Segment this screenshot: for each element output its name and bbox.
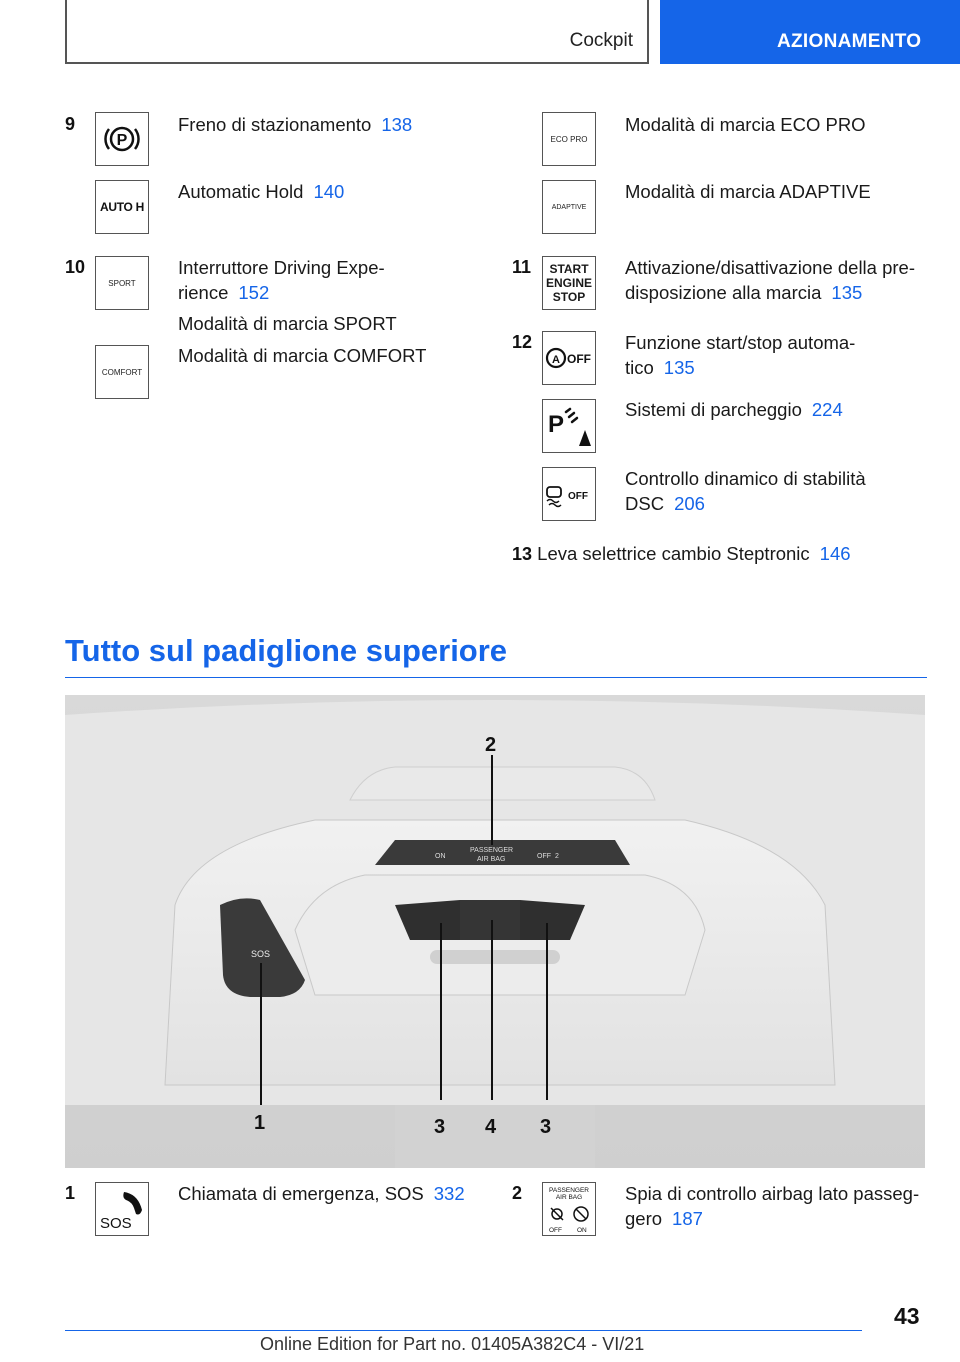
footer-edition: Online Edition for Part no. 01405A382C4 - VI/21 [260, 1334, 645, 1354]
emergency-call-entry [178, 1181, 465, 1206]
svg-text:PASSENGER: PASSENGER [549, 1187, 589, 1194]
svg-text:1: 1 [254, 1112, 266, 1134]
header-chapter-tab [660, 0, 960, 64]
airbag-warning-page-link[interactable]: 187 [672, 1208, 703, 1229]
svg-text:A: A [552, 354, 560, 366]
eco-pro-icon: ECO PRO [542, 112, 596, 166]
svg-text:PASSENGER: PASSENGER [470, 847, 514, 854]
dsc-off-icon [542, 467, 596, 521]
item-number-10: 10 [65, 257, 86, 277]
svg-text:P: P [548, 411, 565, 438]
steptronic-label: Leva selettrice cambio Steptronic [537, 543, 810, 564]
parking-brake-label: Freno di stazionamento [178, 114, 372, 135]
comfort-mode-label: Modalità di marcia COMFORT [178, 345, 427, 366]
svg-text:4: 4 [485, 1116, 497, 1138]
emergency-call-page-link[interactable]: 332 [433, 1183, 465, 1204]
dsc-entry: Controllo dinamico di stabilità DSC 206 [625, 468, 866, 514]
parking-sensor-icon [542, 399, 596, 453]
item-number-13: 13 [512, 544, 533, 564]
page-number: 43 [894, 1303, 920, 1329]
svg-text:OFF: OFF [568, 491, 588, 502]
auto-hold-icon: AUTO H [95, 180, 149, 234]
passenger-airbag-icon [542, 1182, 596, 1236]
section-title: Tutto sul padiglione superiore [65, 633, 508, 668]
svg-text:AIR BAG: AIR BAG [555, 1194, 583, 1201]
overhead-console-photo [65, 695, 925, 1168]
start-stop-engine-icon: START ENGINE STOP [542, 256, 596, 310]
comfort-mode-icon: COMFORT [95, 345, 149, 399]
item-number-9: 9 [65, 114, 76, 134]
parking-systems-label: Sistemi di parcheggio [625, 399, 802, 420]
sport-mode-label: Modalità di marcia SPORT [178, 313, 397, 334]
parking-brake-icon [95, 112, 149, 166]
parking-brake-page-link[interactable]: 138 [381, 114, 413, 135]
auto-hold-entry [178, 179, 344, 204]
sos-call-icon [95, 1182, 149, 1236]
emergency-call-label: Chiamata di emergenza, SOS [178, 1183, 424, 1204]
adaptive-mode-label: Modalità di marcia ADAPTIVE [625, 181, 871, 202]
section-title-rule [65, 677, 927, 678]
parking-systems-entry [625, 397, 843, 422]
svg-text:ON: ON [577, 1227, 587, 1234]
airbag-warning-entry: Spia di controllo airbag lato passeg‐ gero 187 [625, 1183, 920, 1229]
auto-start-stop-entry: Funzione start/stop automa‐ tico 135 [625, 332, 856, 378]
dsc-page-link[interactable]: 206 [674, 493, 705, 514]
svg-text:OFF: OFF [549, 1227, 562, 1234]
sport-mode-icon: SPORT [95, 256, 149, 310]
svg-text:2: 2 [485, 734, 497, 756]
start-engine-entry: Attivazione/disattivazione della pre‐ disposizione alla marcia 135 [625, 257, 915, 303]
svg-text:SOS: SOS [251, 949, 271, 959]
svg-text:SOS: SOS [100, 1215, 132, 1232]
adaptive-icon: ADAPTIVE [542, 180, 596, 234]
header-chapter-label: AZIONAMENTO [777, 31, 922, 52]
auto-hold-label: Automatic Hold [178, 181, 304, 202]
steptronic-entry [512, 541, 851, 567]
header-section-label: Cockpit [569, 30, 633, 51]
parking-brake-entry [178, 112, 412, 137]
auto-hold-page-link[interactable]: 140 [313, 181, 345, 202]
footer-rule [65, 1330, 862, 1331]
driving-experience-entry: Interruttore Driving Expe‐ rience 152 [178, 257, 385, 303]
item-number-11: 11 [512, 257, 532, 277]
svg-text:2: 2 [555, 853, 559, 860]
item-number-1: 1 [65, 1183, 76, 1203]
svg-text:OFF: OFF [537, 853, 551, 860]
eco-pro-mode-label: Modalità di marcia ECO PRO [625, 114, 866, 135]
driving-experience-page-link[interactable]: 152 [238, 282, 270, 303]
item-number-12: 12 [512, 332, 533, 352]
svg-text:P: P [116, 132, 128, 149]
header-section-tab [65, 0, 649, 64]
parking-systems-page-link[interactable]: 224 [811, 399, 843, 420]
svg-text:3: 3 [540, 1116, 552, 1138]
auto-start-stop-icon [542, 331, 596, 385]
svg-text:ON: ON [435, 853, 446, 860]
item-number-2: 2 [512, 1183, 523, 1203]
svg-text:3: 3 [434, 1116, 446, 1138]
auto-start-stop-page-link[interactable]: 135 [663, 357, 695, 378]
start-engine-page-link[interactable]: 135 [831, 282, 863, 303]
svg-text:OFF: OFF [567, 352, 591, 366]
steptronic-page-link[interactable]: 146 [819, 543, 851, 564]
svg-text:AIR BAG: AIR BAG [477, 856, 506, 863]
